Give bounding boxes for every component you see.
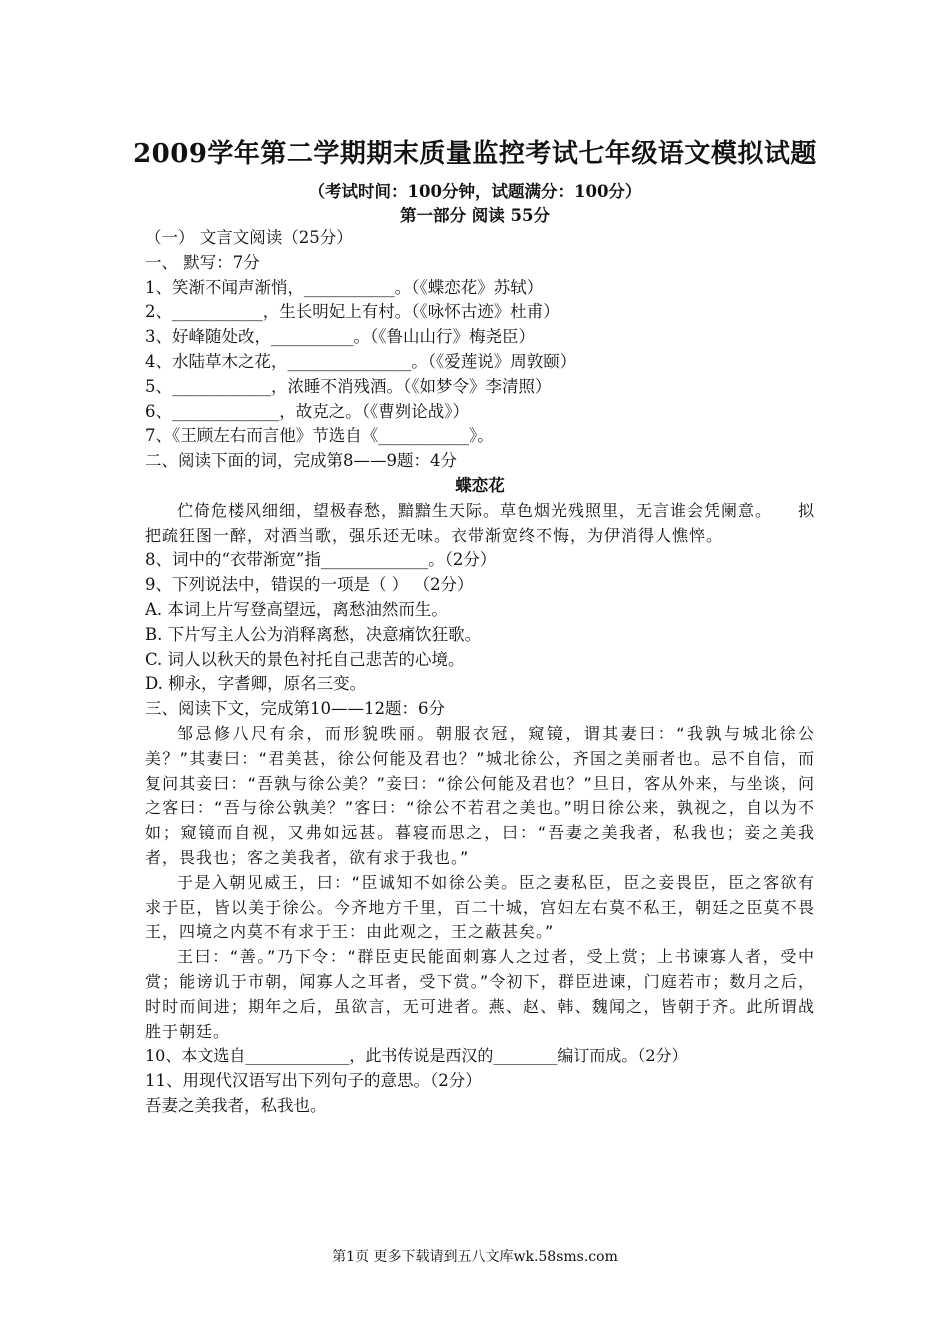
answer-option: C. 词人以秋天的景色衬托自己悲苦的心境。: [145, 649, 465, 669]
question-item: 10、本文选自_____________，此书传说是西汉的________编订而成。（2分）: [145, 1046, 688, 1066]
question-item: 11、用现代汉语写出下列句子的意思。（2分）: [145, 1071, 482, 1091]
question-item: 9、下列说法中，错误的一项是（ ） （2分）: [145, 575, 474, 595]
page-footer: 第1页 更多下载请到五八文库wk.58sms.com: [332, 1249, 618, 1265]
part-heading: 第一部分 阅读 55分: [400, 206, 550, 225]
section-heading: （一） 文言文阅读（25分）: [145, 228, 353, 247]
question-heading: 一、 默写：7分: [145, 252, 260, 272]
poem-title: 蝶恋花: [455, 475, 505, 495]
poem-text: 伫倚危楼风细细，望极春愁，黯黯生天际。草色烟光残照里，无言谁会凭阑意。 拟把疏狂图一醉，对酒当歌，强乐还无味。衣带渐宽终不悔，为伊消得人憔悴。: [145, 500, 816, 545]
passage-paragraph: 邹忌修八尺有余，而形貌昳丽。朝服衣冠，窥镜，谓其妻曰：“我孰与城北徐公美？”其妻曰：“君美甚，徐公何能及君也？”城北徐公，齐国之美丽者也。忌不自信，而复问其妾曰：“吾孰与徐公美？”妾曰：“徐公何能及君也？”旦日，客从外来，与坐谈，问之客曰：“吾与徐公孰美？”客曰：“徐公不若君之美也。”明日徐公来，孰视之，自以为不如；窥镜而自视，又弗如远甚。暮寝而思之，曰：“吾妻之美我者，私我也；妾之美我者，畏我也；客之美我者，欲有求于我也。”: [145, 723, 815, 867]
exam-info: （考试时间：100分钟，试题满分：100分）: [308, 182, 642, 201]
answer-option: A. 本词上片写登高望远，离愁油然而生。: [145, 599, 448, 619]
question-item: 2、___________，生长明妃上有村。（《咏怀古迹》杜甫）: [145, 302, 560, 322]
question-item: 5、____________，浓睡不消残酒。（《如梦令》李清照）: [145, 376, 552, 396]
question-item: 7、《王顾左右而言他》节选自《___________》。: [145, 426, 494, 446]
question-heading: 三、阅读下文，完成第10——12题：6分: [145, 699, 445, 719]
question-item: 8、词中的“衣带渐宽”指_____________。（2分）: [145, 550, 497, 570]
question-item: 3、好峰随处改，__________。（《鲁山山行》梅尧臣）: [145, 327, 535, 347]
answer-option: D. 柳永，字耆卿，原名三变。: [145, 674, 367, 694]
passage-paragraph: 王曰：“善。”乃下令：“群臣吏民能面刺寡人之过者，受上赏；上书谏寡人者，受中赏；能谤讥于市朝，闻寡人之耳者，受下赏。”令初下，群臣进谏，门庭若市；数月之后，时时而间进；期年之后，虽欲言，无可进者。燕、赵、韩、魏闻之，皆朝于齐。此所谓战胜于朝廷。: [145, 947, 815, 1041]
question-item: 6、_____________，故克之。（《曹刿论战》）: [145, 401, 469, 421]
page-title: 2009学年第二学期期末质量监控考试七年级语文模拟试题: [133, 139, 817, 169]
question-sentence: 吾妻之美我者，私我也。: [145, 1095, 327, 1115]
question-heading: 二、阅读下面的词，完成第8——9题：4分: [145, 451, 457, 471]
question-item: 4、水陆草木之花，_______________。（《爱莲说》周敦颐）: [145, 351, 577, 371]
question-item: 1、笑渐不闻声渐悄，___________。（《蝶恋花》苏轼）: [145, 277, 544, 297]
passage-paragraph: 于是入朝见威王，曰：“臣诚知不如徐公美。臣之妻私臣，臣之妾畏臣，臣之客欲有求于臣，皆以美于徐公。今齐地方千里，百二十城，宫妇左右莫不私王，朝廷之臣莫不畏王，四境之内莫不有求于王：由此观之，王之蔽甚矣。”: [145, 872, 815, 942]
exam-content: [145, 226, 815, 1119]
answer-option: B. 下片写主人公为消释离愁，决意痛饮狂歌。: [145, 624, 482, 644]
